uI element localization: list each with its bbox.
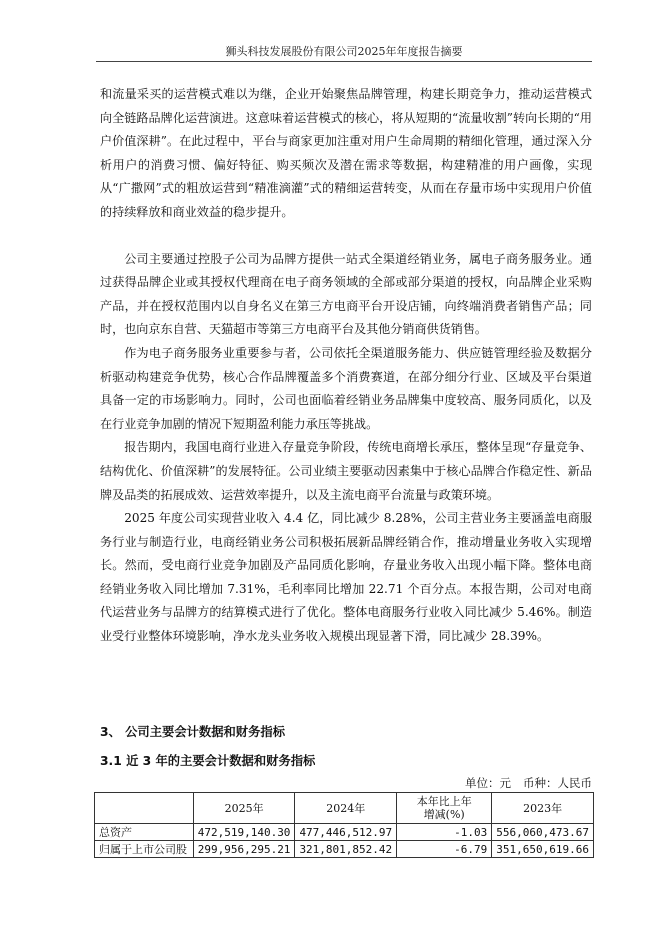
- row-label: 总资产: [95, 824, 194, 841]
- paragraph: 和流量采买的运营模式难以为继，企业开始聚焦品牌管理，构建长期竞争力，推动运营模式向全链路品牌化运营演进。这意味着运营模式的核心，将从短期的“流量收割”转向长期的“用户价值深耕”。在此过程中，平台与商家更加注重对用户生命周期的精细化管理，通过深入分析用户的消费习惯、偏好特征、购买频次及潜在需求等数据，构建精准的用户画像，实现从“广撒网”式的粗放运营到“精准滴灌”式的精细运营转变，从而在存量市场中实现用户价值的持续释放和商业效益的稳步提升。: [100, 87, 592, 219]
- table-cell: -1.03: [397, 824, 492, 841]
- paragraph: 2025 年度公司实现营业收入 4.4 亿，同比减少 8.28%，公司主营业务主要涵盖电商服务行业与制造行业，电商经销业务公司积极拓展新品牌经销合作，推动增量业务收入实现增长。然而，受电商行业竞争加剧及产品同质化影响，存量业务收入出现小幅下降。整体电商经销业务收入同比增加 7.31%，毛利率同比增加 22.71 个百分点。本报告期，公司对电商代运营业务与品牌方的结算模式进行了优化。整体电商服务行业收入同比减少 5.46%。制造业受行业整体环境影响，净水龙头业务收入规模出现显著下滑，同比减少 28.39%。: [100, 511, 592, 644]
- page-header: 狮头科技发展股份有限公司2025年年度报告摘要: [225, 45, 463, 58]
- table-cell: -6.79: [397, 841, 492, 858]
- table-cell: 321,801,852.42: [295, 841, 397, 858]
- paragraph: 作为电子商务服务业重要参与者，公司依托全渠道服务能力、供应链管理经验及数据分析驱动构建竞争优势，核心合作品牌覆盖多个消费赛道，在部分细分行业、区域及平台渠道具备一定的市场影响力。同时，公司也面临着经销业务品牌集中度较高、服务同质化，以及在行业竞争加剧的情况下短期盈利能力承压等挑战。: [100, 345, 592, 431]
- row-label: 归属于上市公司股: [95, 841, 194, 858]
- table-header-cell: 2024年: [295, 793, 397, 824]
- paragraph: 公司主要通过控股子公司为品牌方提供一站式全渠道经销业务，属电子商务服务业。通过获得品牌企业或其授权代理商在电子商务领域的全部或部分渠道的授权，向品牌企业采购产品，并在授权范围内以自身名义在第三方电商平台开设店铺，向终端消费者销售产品；同时，也向京东自营、天猫超市等第三方电商平台及其他分销商供货销售。: [100, 251, 592, 337]
- currency-label: 币种：人民币: [523, 776, 592, 790]
- table-header-row: [95, 793, 594, 824]
- header-divider: [96, 61, 592, 62]
- table-cell: 351,650,619.66: [492, 841, 594, 858]
- table-header-cell: 2025年: [193, 793, 295, 824]
- subsection-title: 3.1 近 3 年的主要会计数据和财务指标: [100, 754, 316, 768]
- unit-label: 单位：元: [465, 776, 511, 790]
- header-line: 增减(%): [423, 808, 465, 821]
- section-title: 3、 公司主要会计数据和财务指标: [100, 725, 285, 739]
- table-header-cell: 2023年: [492, 793, 594, 824]
- table-row: [95, 824, 594, 841]
- body-text: [100, 83, 592, 649]
- table-header-cell: [397, 793, 492, 824]
- table-cell: 472,519,140.30: [193, 824, 295, 841]
- table-cell: 299,956,295.21: [193, 841, 295, 858]
- unit-note: [453, 775, 592, 791]
- paragraph: 报告期内，我国电商行业进入存量竞争阶段，传统电商增长承压，整体呈现“存量竞争、结构优化、价值深耕”的发展特征。公司业绩主要驱动因素集中于核心品牌合作稳定性、新品牌及品类的拓展成效、运营效率提升，以及主流电商平台流量与政策环境。: [100, 440, 592, 502]
- table-header-cell: [95, 793, 194, 824]
- table-row: [95, 841, 594, 858]
- table-cell: 556,060,473.67: [492, 824, 594, 841]
- table-cell: 477,446,512.97: [295, 824, 397, 841]
- header-line: 本年比上年: [416, 795, 472, 808]
- financial-table: [94, 792, 594, 858]
